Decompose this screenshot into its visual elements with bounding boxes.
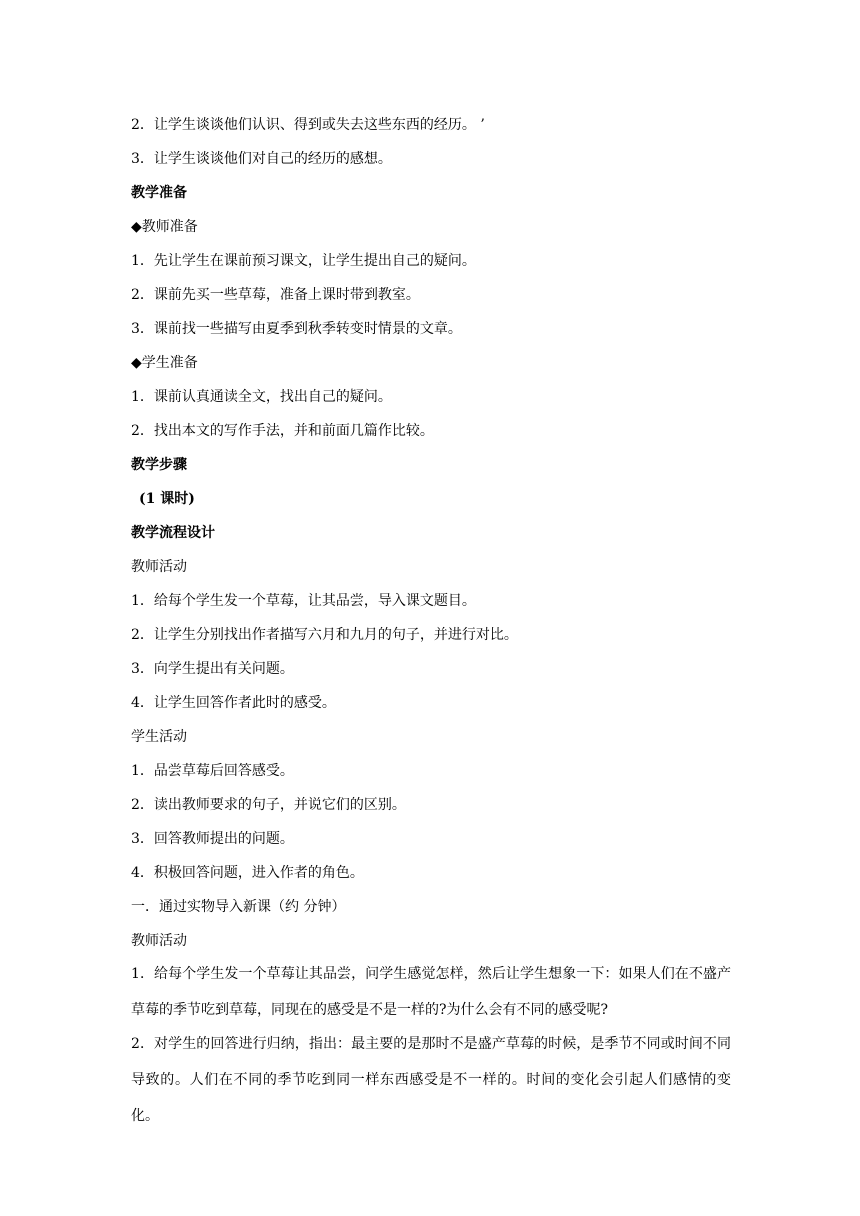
text-line: 2．课前先买一些草莓，准备上课时带到教室。 bbox=[131, 287, 420, 303]
text-line: 2．读出教师要求的句子，并说它们的区别。 bbox=[131, 797, 406, 813]
subheading: 教师活动 bbox=[131, 933, 187, 949]
text-line: 1．课前认真通读全文，找出自己的疑问。 bbox=[131, 389, 392, 405]
subheading: ◆教师准备 bbox=[131, 219, 198, 235]
paragraph: 2．对学生的回答进行归纳，指出：最主要的是那时不是盛产草莓的时候，是季节不同或时间不同导致的。人们在不同的季节吃到同一样东西感受是不一样的。时间的变化会引起人们感情的变化。 bbox=[131, 1036, 731, 1124]
text-line: 4．让学生回答作者此时的感受。 bbox=[131, 695, 336, 711]
text-line: 4．积极回答问题，进入作者的角色。 bbox=[131, 865, 364, 881]
text-line: 2．让学生分别找出作者描写六月和九月的句子，并进行对比。 bbox=[131, 627, 518, 643]
text-line: 3．让学生谈谈他们对自己的经历的感想。 bbox=[131, 151, 392, 167]
section-heading: 教学流程设计 bbox=[131, 525, 215, 541]
text-line: 2．找出本文的写作手法，并和前面几篇作比较。 bbox=[131, 423, 434, 439]
subheading: 学生活动 bbox=[131, 729, 187, 745]
subheading: ◆学生准备 bbox=[131, 355, 198, 371]
text-line: 3．向学生提出有关问题。 bbox=[131, 661, 294, 677]
text-line: 3．课前找一些描写由夏季到秋季转变时情景的文章。 bbox=[131, 321, 462, 337]
text-line: 1．给每个学生发一个草莓，让其品尝，导入课文题目。 bbox=[131, 593, 476, 609]
text-line: 1．先让学生在课前预习课文，让学生提出自己的疑问。 bbox=[131, 253, 476, 269]
text-line: 2．让学生谈谈他们认识、得到或失去这些东西的经历。 ’ bbox=[131, 117, 485, 133]
section-heading: 教学准备 bbox=[131, 185, 187, 201]
subsection-heading: 一．通过实物导入新课（约 分钟） bbox=[131, 899, 346, 915]
section-heading: 教学步骤 bbox=[131, 457, 187, 473]
paragraph: 1．给每个学生发一个草莓让其品尝，问学生感觉怎样，然后让学生想象一下：如果人们在不盛产草莓的季节吃到草莓，同现在的感受是不是一样的?为什么会有不同的感受呢? bbox=[131, 966, 731, 1018]
text-line: 1．品尝草莓后回答感受。 bbox=[131, 763, 294, 779]
text-line: 3．回答教师提出的问题。 bbox=[131, 831, 294, 847]
lesson-duration: (1 课时) bbox=[139, 491, 195, 507]
subheading: 教师活动 bbox=[131, 559, 187, 575]
